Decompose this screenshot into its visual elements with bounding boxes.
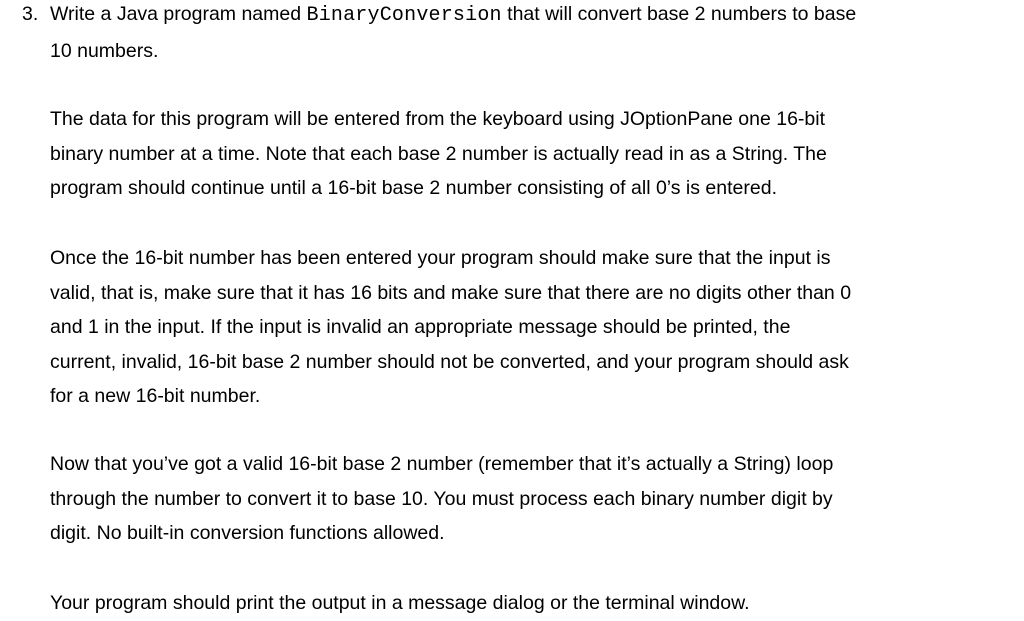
paragraph-line: for a new 16-bit number. <box>50 385 261 407</box>
paragraph-line: binary number at a time. Note that each base 2 number is actually read in as a String. The <box>50 142 827 165</box>
paragraph-line: through the number to convert it to base 10. You must process each binary number digit by <box>50 487 833 510</box>
intro-text-before: Write a Java program named <box>50 3 307 25</box>
question-number: 3. <box>22 3 39 25</box>
paragraph-line: digit. No built-in conversion functions allowed. <box>50 522 445 544</box>
paragraph-line: Once the 16-bit number has been entered your program should make sure that the input is <box>50 247 831 269</box>
paragraph-validation <box>50 241 1015 414</box>
class-name-code: BinaryConversion <box>306 4 502 27</box>
paragraph-line: Now that you’ve got a valid 16-bit base 2 number (remember that it’s actually a String) loop <box>50 453 834 475</box>
intro-text-after: that will convert base 2 numbers to base <box>501 3 857 25</box>
paragraph-conversion <box>50 447 1015 551</box>
paragraph-line: and 1 in the input. If the input is invalid an appropriate message should be printed, the <box>50 316 791 338</box>
paragraph-line: current, invalid, 16-bit base 2 number should not be converted, and your program should ask <box>50 350 849 373</box>
intro-line-1 <box>50 0 1015 34</box>
paragraph-line: The data for this program will be entered from the keyboard using JOptionPane one 16-bit <box>50 108 826 130</box>
intro-line-2: 10 numbers. <box>50 39 159 62</box>
paragraph-line: program should continue until a 16-bit base 2 number consisting of all 0’s is entered. <box>50 177 777 199</box>
paragraph-line: valid, that is, make sure that it has 16 bits and make sure that there are no digits other than 0 <box>50 281 852 304</box>
paragraph-input <box>50 102 1015 206</box>
paragraph-output <box>50 586 1015 621</box>
question-intro <box>50 0 1015 68</box>
paragraph-line: Your program should print the output in a message dialog or the terminal window. <box>50 592 750 614</box>
